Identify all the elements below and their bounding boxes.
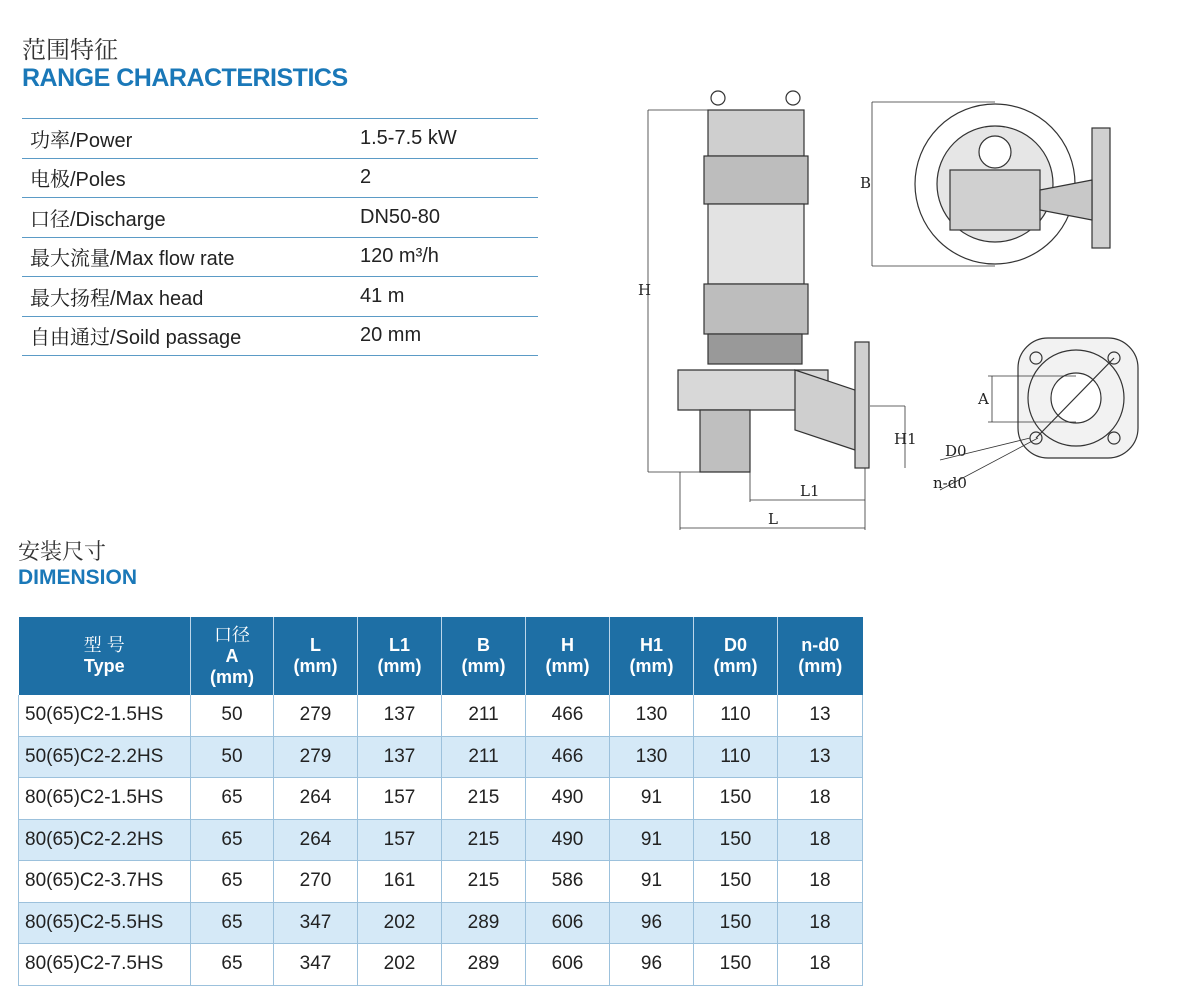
value-cell: 18 [778,861,863,903]
column-header-line: 口径 [214,624,250,645]
value-cell: 65 [191,861,274,903]
value-cell: 606 [526,944,610,986]
column-header-line: (mm) [629,656,674,676]
table-row [19,736,863,778]
column-header-line: (mm) [461,656,506,676]
value-cell: 13 [778,736,863,778]
column-header-line: L1 [388,635,410,655]
value-cell: 18 [778,902,863,944]
column-header [191,617,274,695]
table-row [19,902,863,944]
column-header [610,617,694,695]
value-cell: 91 [610,861,694,903]
table-row [19,695,863,736]
value-cell: 211 [442,736,526,778]
value-cell: 466 [526,736,610,778]
range-table [22,118,538,356]
value-cell: 347 [274,944,358,986]
value-cell: 150 [694,819,778,861]
value-cell: 18 [778,944,863,986]
label-A: A [978,390,989,408]
column-header-line: A [225,645,239,666]
column-header-line: (mm) [377,656,422,676]
value-cell: 50 [191,736,274,778]
value-cell: 130 [610,695,694,736]
value-cell: 215 [442,819,526,861]
table-row [19,819,863,861]
column-header-line: Type [83,656,125,676]
pump-side-view [678,91,872,472]
value-cell: 211 [442,695,526,736]
value-cell: 130 [610,736,694,778]
type-cell: 80(65)C2-3.7HS [19,861,191,903]
value-cell: 18 [778,778,863,820]
value-cell: 279 [274,736,358,778]
column-header-line: (mm) [293,656,338,676]
type-cell: 80(65)C2-7.5HS [19,944,191,986]
value-cell: 202 [358,902,442,944]
label-D0: D0 [945,442,967,460]
value-cell: 490 [526,819,610,861]
value-cell: 150 [694,861,778,903]
range-row [22,237,538,277]
range-value: DN50-80 [360,198,538,238]
table-row [19,861,863,903]
dimension-title-en: DIMENSION [18,566,138,589]
column-header-line: (mm) [210,666,254,687]
value-cell: 215 [442,778,526,820]
value-cell: 137 [358,695,442,736]
range-key: 最大流量/Max flow rate [22,237,360,277]
column-header [694,617,778,695]
column-header [19,617,191,695]
value-cell: 96 [610,944,694,986]
value-cell: 264 [274,819,358,861]
column-header-line: 型 号 [83,635,125,655]
value-cell: 50 [191,695,274,736]
column-header-line: n-d0 [801,635,840,655]
column-header-line: L [310,635,321,655]
type-cell: 80(65)C2-2.2HS [19,819,191,861]
value-cell: 110 [694,736,778,778]
column-header-line: (mm) [713,656,758,676]
value-cell: 65 [191,902,274,944]
value-cell: 65 [191,944,274,986]
column-header [526,617,610,695]
range-value: 2 [360,158,538,198]
type-cell: 80(65)C2-1.5HS [19,778,191,820]
table-row [19,944,863,986]
pump-top-view [915,104,1110,264]
label-nd0: n-d0 [933,474,967,492]
column-header [358,617,442,695]
value-cell: 13 [778,695,863,736]
value-cell: 65 [191,819,274,861]
value-cell: 150 [694,902,778,944]
value-cell: 150 [694,944,778,986]
column-header-line: (mm) [545,656,590,676]
value-cell: 65 [191,778,274,820]
value-cell: 110 [694,695,778,736]
range-key: 电极/Poles [22,158,360,198]
range-value: 120 m³/h [360,237,538,277]
flange-view [940,338,1138,490]
range-key: 最大扬程/Max head [22,277,360,317]
type-cell: 50(65)C2-2.2HS [19,736,191,778]
value-cell: 586 [526,861,610,903]
range-key: 功率/Power [22,119,360,159]
range-row [22,198,538,238]
label-H: H [638,281,652,299]
table-row [19,778,863,820]
range-row [22,158,538,198]
value-cell: 289 [442,944,526,986]
value-cell: 466 [526,695,610,736]
value-cell: 150 [694,778,778,820]
column-header [778,617,863,695]
pump-drawing [600,70,1160,540]
value-cell: 347 [274,902,358,944]
column-header-line: H1 [639,635,663,655]
range-row [22,119,538,159]
column-header [442,617,526,695]
range-value: 1.5-7.5 kW [360,119,538,159]
range-title-en: RANGE CHARACTERISTICS [22,64,348,92]
value-cell: 270 [274,861,358,903]
dimension-table [18,617,863,986]
value-cell: 91 [610,778,694,820]
value-cell: 289 [442,902,526,944]
range-row [22,316,538,356]
value-cell: 202 [358,944,442,986]
range-title-cn: 范围特征 [22,36,118,64]
label-L1: L1 [800,482,820,500]
range-key: 自由通过/Soild passage [22,316,360,356]
value-cell: 157 [358,819,442,861]
value-cell: 279 [274,695,358,736]
value-cell: 91 [610,819,694,861]
column-header [274,617,358,695]
value-cell: 215 [442,861,526,903]
range-key: 口径/Discharge [22,198,360,238]
value-cell: 606 [526,902,610,944]
type-cell: 50(65)C2-1.5HS [19,695,191,736]
value-cell: 137 [358,736,442,778]
value-cell: 490 [526,778,610,820]
column-header-line: D0 [723,635,747,655]
range-value: 20 mm [360,316,538,356]
value-cell: 157 [358,778,442,820]
column-header-line: B [477,635,490,655]
type-cell: 80(65)C2-5.5HS [19,902,191,944]
value-cell: 161 [358,861,442,903]
value-cell: 18 [778,819,863,861]
value-cell: 264 [274,778,358,820]
range-row [22,277,538,317]
label-H1: H1 [894,430,917,448]
label-B: B [860,174,872,192]
value-cell: 96 [610,902,694,944]
column-header-line: (mm) [798,656,843,676]
range-value: 41 m [360,277,538,317]
column-header-line: H [561,635,574,655]
dimension-title-cn: 安装尺寸 [18,540,107,565]
label-L: L [768,510,778,528]
